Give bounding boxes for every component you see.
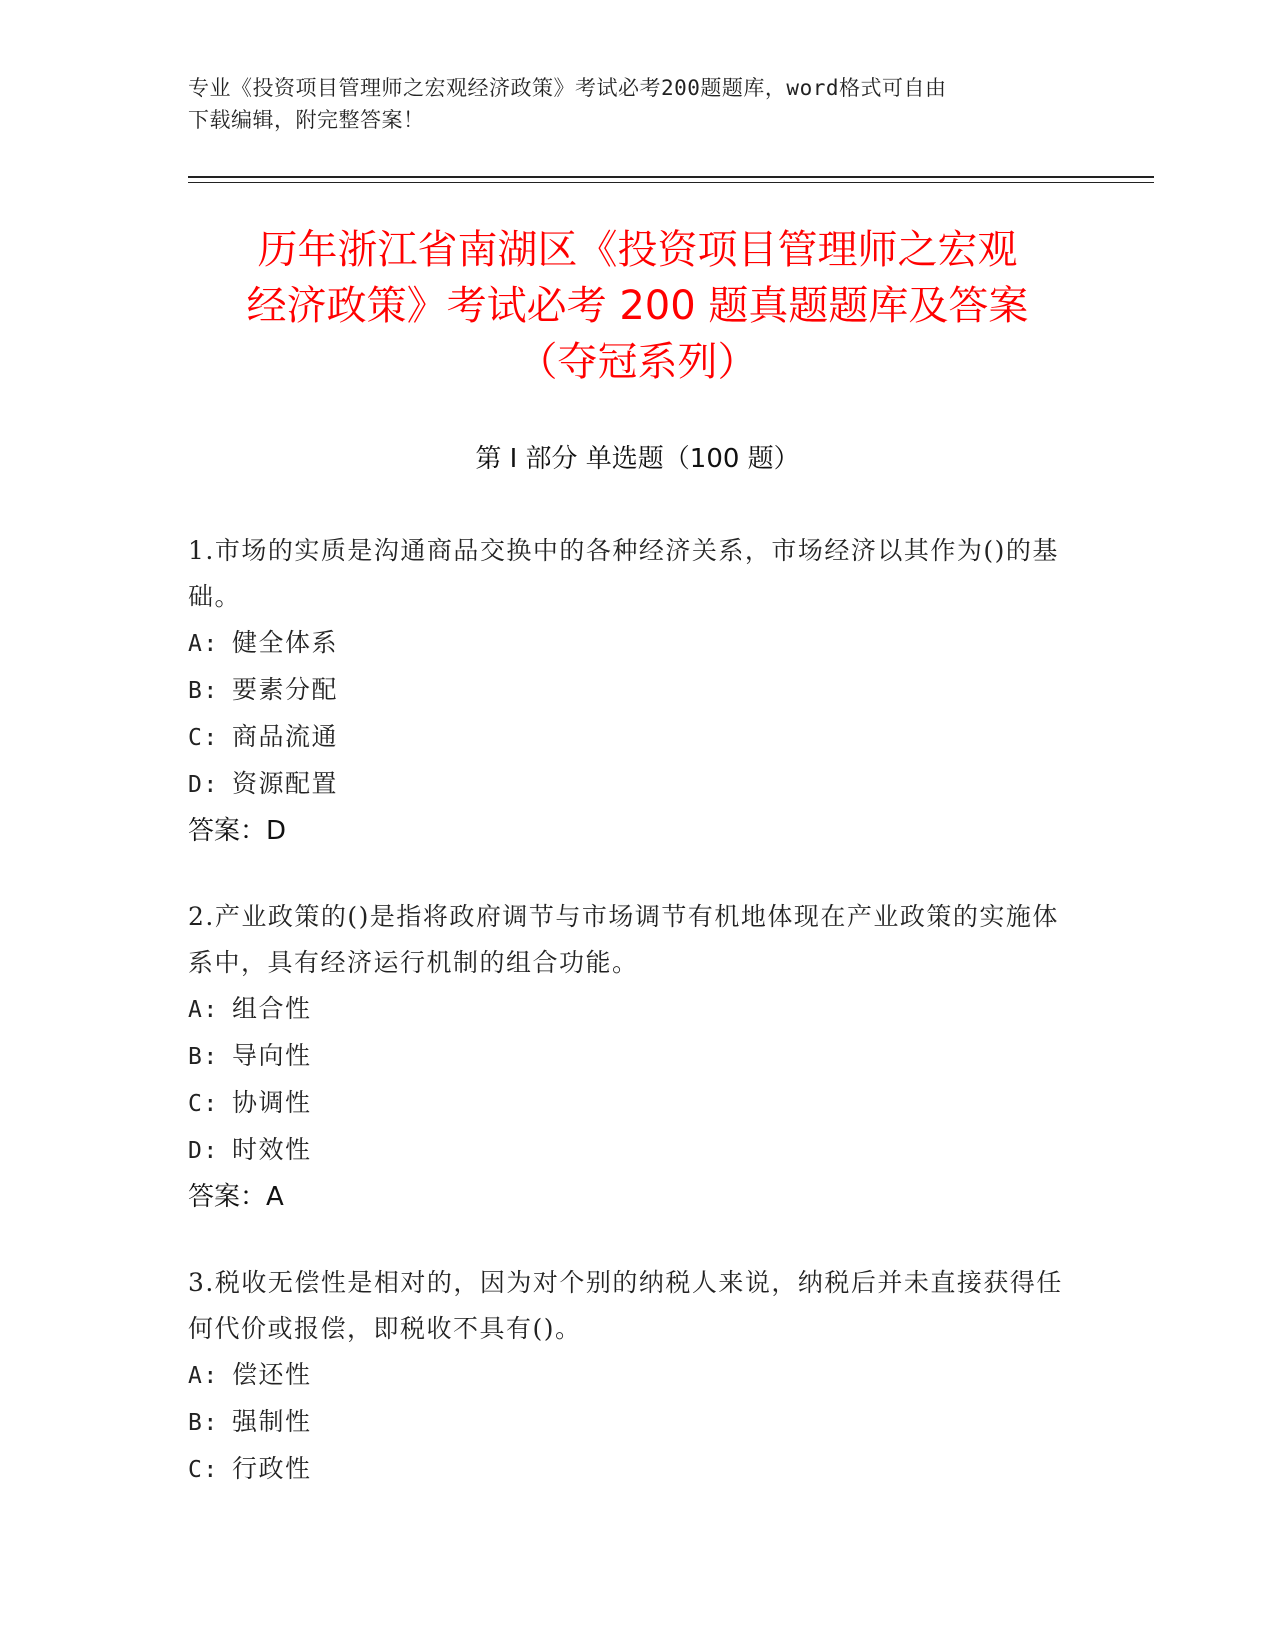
- option-text: 要素分配: [232, 675, 339, 704]
- question-item: [188, 528, 1068, 854]
- document-title: [130, 222, 1145, 390]
- question-stem: 2.产业政策的()是指将政府调节与市场调节有机地体现在产业政策的实施体系中，具有经济运行机制的组合功能。: [188, 902, 1059, 977]
- header-note-line-1: 专业《投资项目管理师之宏观经济政策》考试必考200题题库，word格式可自由: [188, 76, 947, 100]
- document-title-line-3: （夺冠系列）: [517, 339, 758, 385]
- option-text: 行政性: [232, 1454, 312, 1483]
- option-text: 偿还性: [232, 1360, 312, 1389]
- header-note: [188, 72, 1068, 136]
- question-list: [188, 528, 1068, 1533]
- question-item: [188, 894, 1068, 1220]
- section-title: 第 I 部分 单选题（100 题）: [475, 444, 800, 474]
- question-option: [188, 1033, 1068, 1080]
- option-text: 资源配置: [232, 769, 339, 798]
- question-stem: 1.市场的实质是沟通商品交换中的各种经济关系，市场经济以其作为()的基础。: [188, 536, 1059, 611]
- option-text: 时效性: [232, 1135, 312, 1164]
- option-text: 健全体系: [232, 628, 339, 657]
- option-letter: A:: [188, 997, 219, 1023]
- question-stem: 3.税收无偿性是相对的，因为对个别的纳税人来说，纳税后并未直接获得任何代价或报偿，即税收不具有()。: [188, 1268, 1063, 1343]
- option-text: 导向性: [232, 1041, 312, 1070]
- question-option: [188, 1352, 1068, 1399]
- option-letter: A:: [188, 631, 219, 657]
- option-letter: C:: [188, 1091, 219, 1117]
- option-letter: B:: [188, 1044, 219, 1070]
- option-letter: A:: [188, 1363, 219, 1389]
- question-option: [188, 1399, 1068, 1446]
- question-option: [188, 1080, 1068, 1127]
- header-note-line-2: 下载编辑，附完整答案！: [188, 108, 425, 132]
- question-option: [188, 761, 1068, 808]
- question-answer: 答案：A: [188, 1182, 284, 1212]
- option-letter: D:: [188, 1138, 219, 1164]
- option-letter: C:: [188, 725, 219, 751]
- question-option: [188, 986, 1068, 1033]
- document-title-line-2: 经济政策》考试必考 200 题真题题库及答案: [246, 283, 1029, 329]
- option-text: 强制性: [232, 1407, 312, 1436]
- header-divider-thin: [188, 182, 1154, 183]
- option-letter: D:: [188, 772, 219, 798]
- option-letter: B:: [188, 678, 219, 704]
- question-option: [188, 1127, 1068, 1174]
- option-letter: B:: [188, 1410, 219, 1436]
- document-title-line-1: 历年浙江省南湖区《投资项目管理师之宏观: [257, 227, 1018, 273]
- option-text: 商品流通: [232, 722, 339, 751]
- question-option: [188, 1446, 1068, 1493]
- question-option: [188, 620, 1068, 667]
- option-text: 协调性: [232, 1088, 312, 1117]
- question-answer: 答案：D: [188, 816, 287, 846]
- question-option: [188, 667, 1068, 714]
- option-letter: C:: [188, 1457, 219, 1483]
- header-divider-thick: [188, 176, 1154, 178]
- question-option: [188, 714, 1068, 761]
- question-item: [188, 1260, 1068, 1493]
- option-text: 组合性: [232, 994, 312, 1023]
